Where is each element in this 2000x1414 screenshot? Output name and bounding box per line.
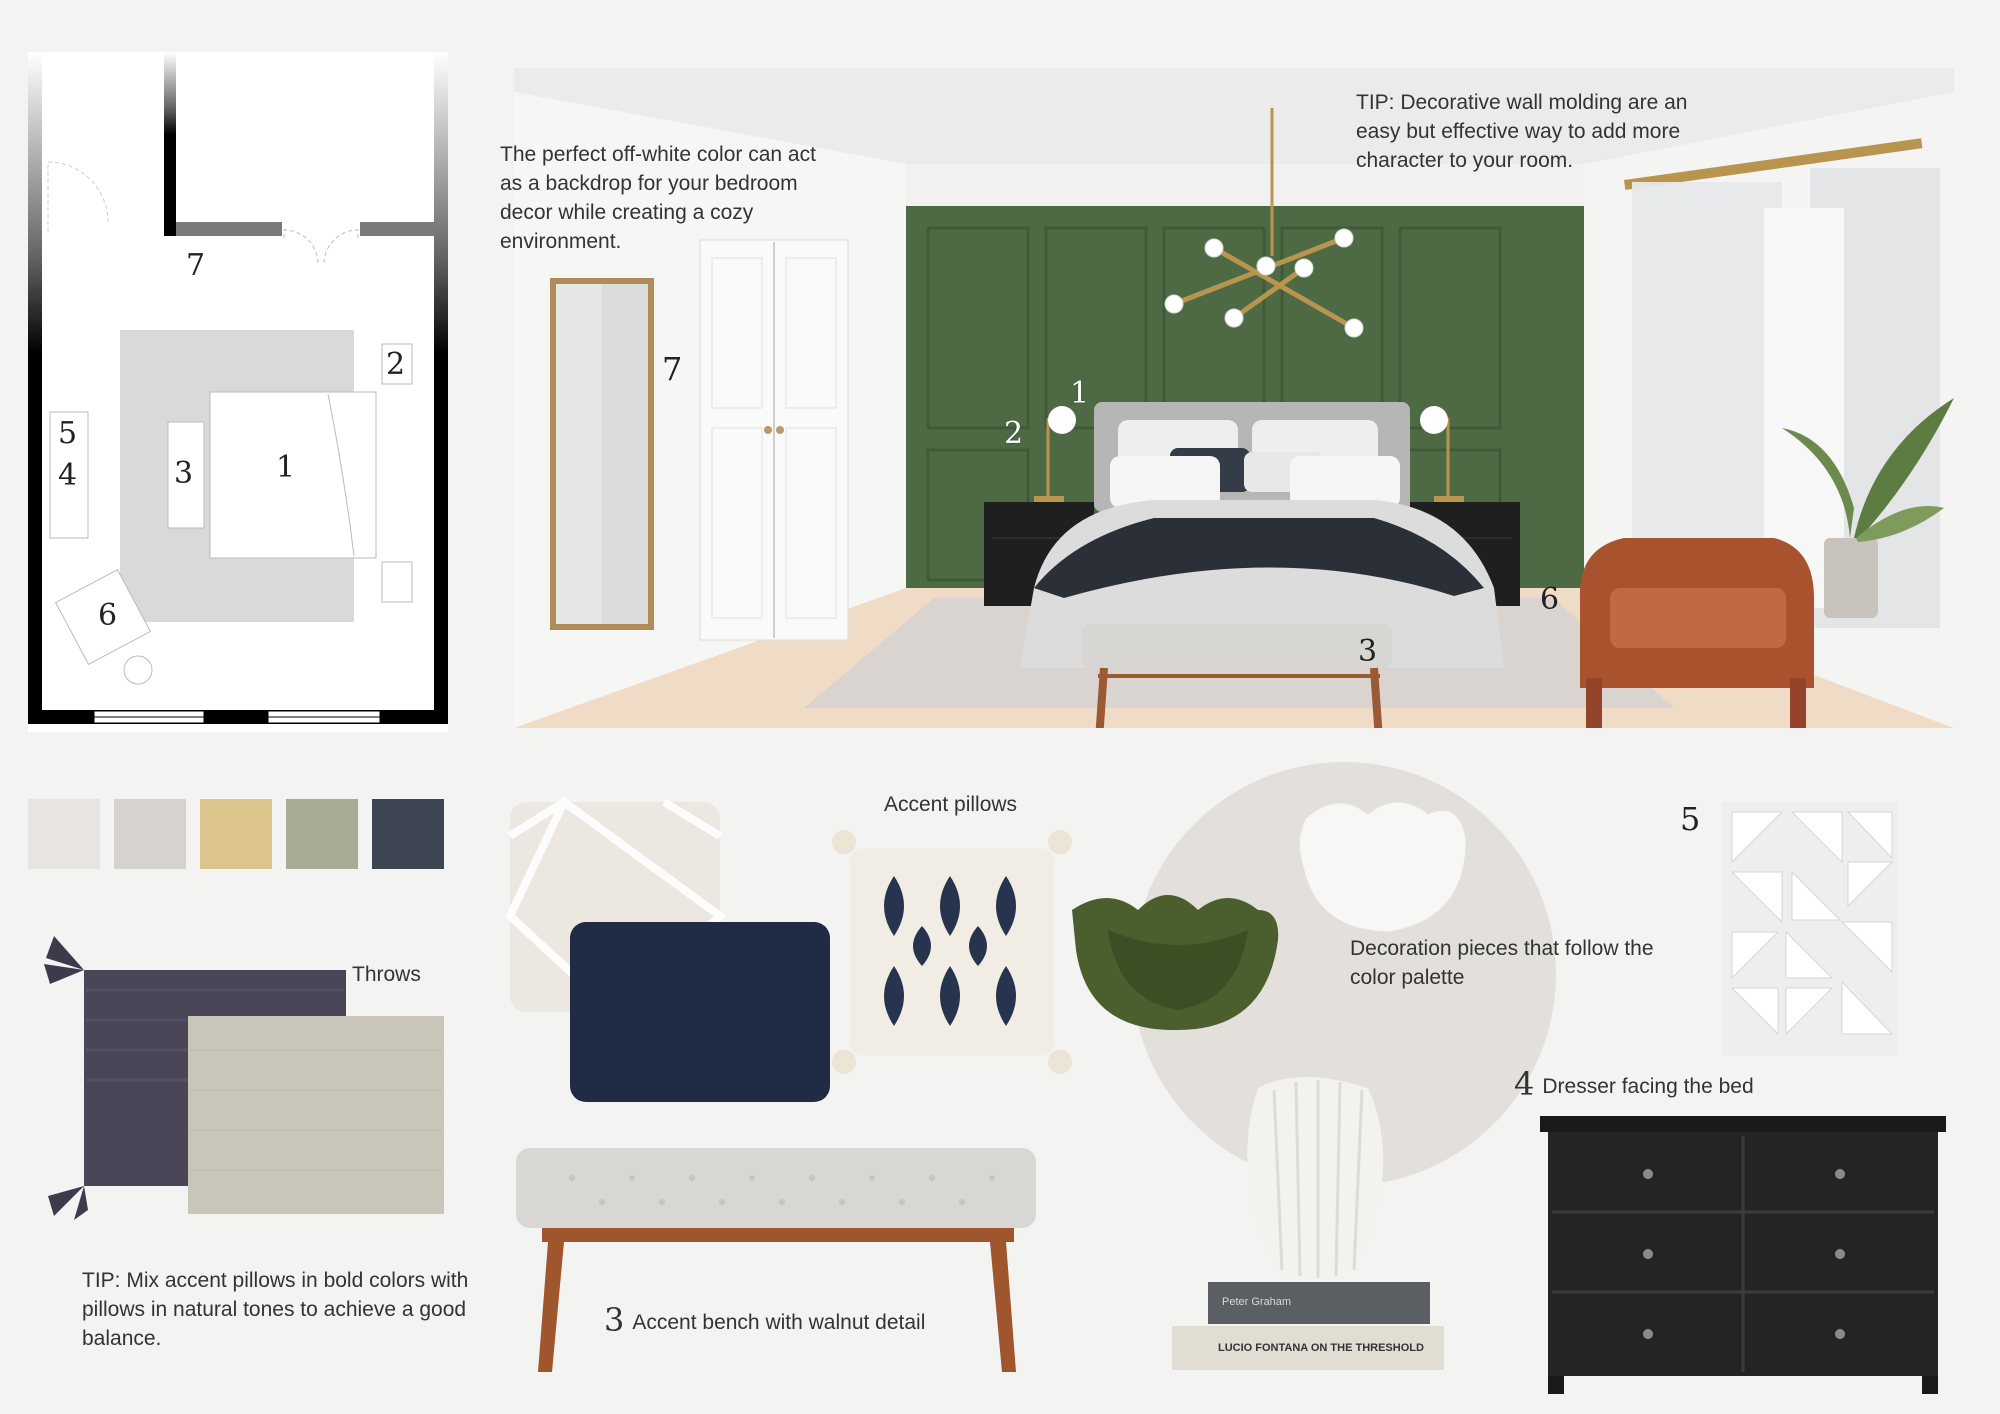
room-scene <box>500 68 1954 728</box>
dresser-caption <box>1514 1065 1754 1103</box>
floor-plan-label-2: 2 <box>386 347 406 382</box>
dresser-icon <box>1540 1116 1946 1394</box>
molding-tip-note: TIP: Decorative wall molding are an easy but effective way to add more character to your room. <box>1356 91 1688 172</box>
palette-swatch-4 <box>286 799 358 869</box>
dresser <box>1540 1116 1946 1394</box>
bench-illustration <box>512 1142 1042 1382</box>
wall-art-icon <box>1722 802 1898 1056</box>
floor-plan <box>28 52 448 732</box>
room-label-7: 7 <box>662 350 683 388</box>
floor-plan-label-6: 6 <box>98 598 118 633</box>
pillows-tip-note: TIP: Mix accent pillows in bold colors with pillows in natural tones to achieve a good balance. <box>82 1269 469 1350</box>
floor-plan-label-1: 1 <box>276 450 296 485</box>
throws-illustration <box>26 910 456 1220</box>
dresser-number: 4 <box>1514 1065 1535 1103</box>
pillow-icon <box>504 796 1094 1116</box>
bench-caption <box>604 1301 926 1339</box>
off-white-note: The perfect off-white color can act as a backdrop for your bedroom decor while creating a cozy environment. <box>500 143 816 253</box>
bench-icon <box>512 1142 1042 1382</box>
palette-swatch-5 <box>372 799 444 869</box>
bench-number: 3 <box>604 1301 625 1339</box>
floor-plan-label-5: 5 <box>58 416 78 451</box>
palette-swatch-3 <box>200 799 272 869</box>
decoration-caption: Decoration pieces that follow the color palette <box>1350 937 1654 989</box>
floor-plan-label-3: 3 <box>174 456 194 491</box>
room-label-3: 3 <box>1358 634 1378 669</box>
wall-art-number: 5 <box>1680 800 1701 838</box>
bowl-icon <box>1068 770 1558 1370</box>
room-label-1: 1 <box>1070 376 1090 411</box>
floor-plan-label-7: 7 <box>186 248 206 283</box>
throws-caption: Throws <box>352 963 421 986</box>
book-top-title: Peter Graham <box>1222 1296 1292 1308</box>
room-label-6: 6 <box>1540 582 1560 617</box>
wall-art <box>1722 802 1898 1056</box>
book-bottom-title: LUCIO FONTANA ON THE THRESHOLD <box>1218 1342 1424 1354</box>
floor-plan-icon <box>28 52 448 732</box>
room-label-2: 2 <box>1004 416 1024 451</box>
bench-caption-text: Accent bench with walnut detail <box>632 1311 926 1334</box>
floor-plan-label-4: 4 <box>58 458 78 493</box>
palette-swatch-2 <box>114 799 186 869</box>
accent-pillows-caption: Accent pillows <box>884 793 1018 816</box>
pillows-illustration <box>504 796 1094 1116</box>
palette-swatch-1 <box>28 799 100 869</box>
dresser-caption-text: Dresser facing the bed <box>1542 1075 1754 1098</box>
throw-icon <box>26 910 456 1220</box>
decor-illustration <box>1068 770 1558 1370</box>
